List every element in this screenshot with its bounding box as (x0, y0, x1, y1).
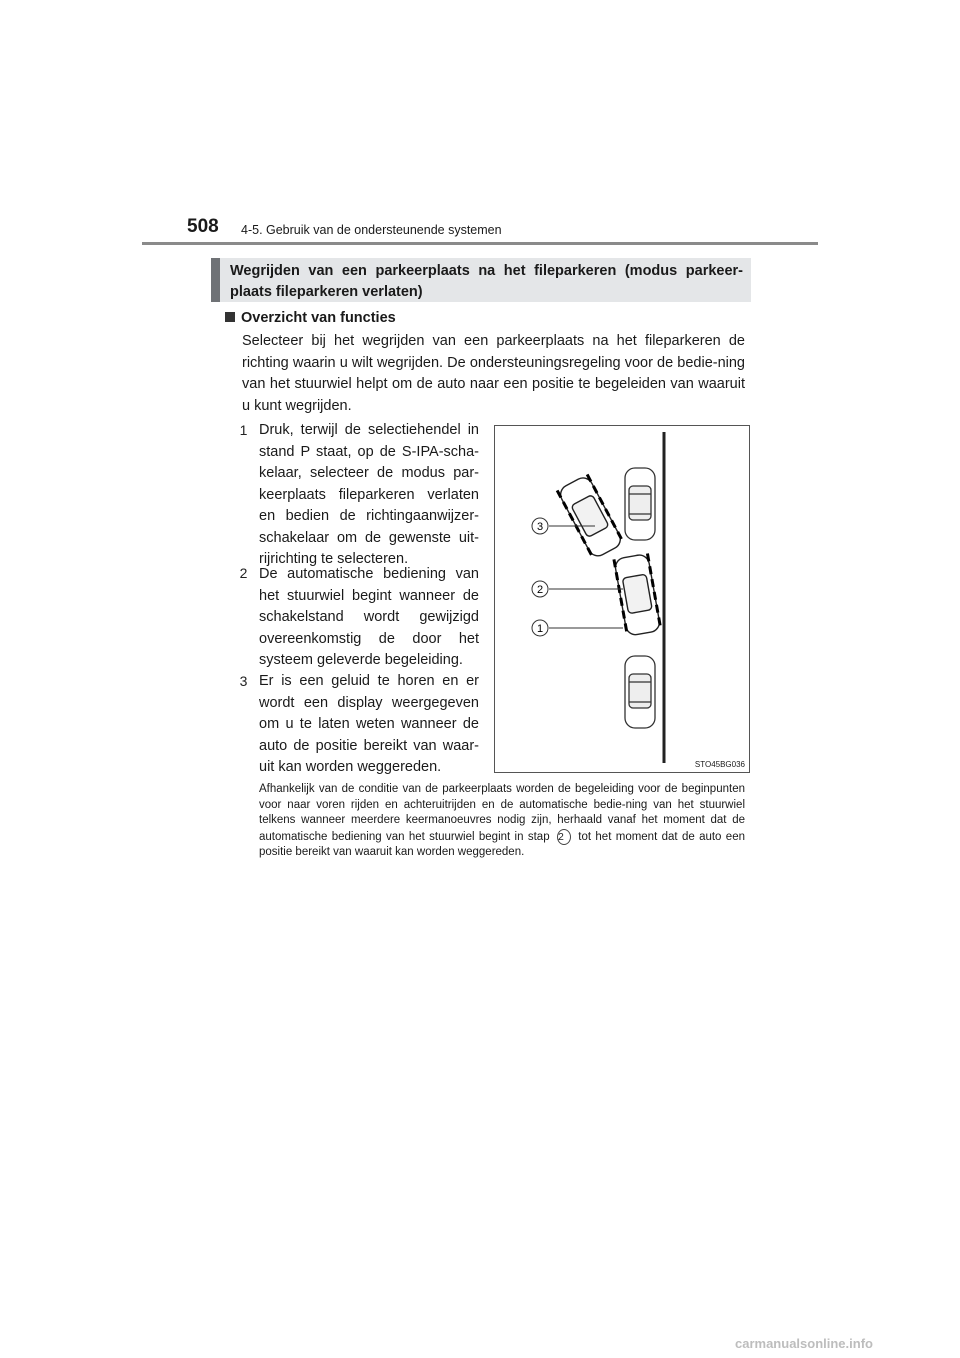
intro-paragraph: Selecteer bij het wegrijden van een parkeerplaats na het fileparkeren de richting waarin u wilt wegrijden. De ondersteuningsregeling voor de bedie-ning van het stuurwiel helpt om de auto naar een positie te begeleiden van waaruit u kunt wegrijden. (242, 333, 745, 414)
vehicle-position-3 (557, 474, 624, 559)
page-number: 508 (187, 216, 219, 237)
step-number-3: 3 (239, 673, 248, 689)
callout-label-2: 2 (536, 584, 544, 596)
subheading-text: Overzicht van functies (241, 310, 396, 326)
callout-label-1: 1 (536, 623, 544, 635)
section-heading: Wegrijden van een parkeerplaats na het fileparkeren (modus parkeer-plaats fileparkeren verlaten) (211, 258, 751, 302)
figure-code: STO45BG036 (694, 760, 745, 769)
vehicle-position-2 (614, 554, 661, 637)
callout-label-3: 3 (536, 521, 544, 533)
note-text-before: Afhankelijk van de conditie van de parkeerplaats worden de begeleiding voor de beginpunten voor naar voren rijden en achteruitrijden en de automatische bedie-ning van het stuurwiel telkens wanneer meerdere keermanoeuvres nodig zijn, herhaald vanaf het moment dat de automatische bediening van het stuurwiel begint in stap (259, 783, 745, 843)
step-text-3: Er is een geluid te horen en er wordt een display weergegeven om u te laten weten wanneer de auto de positie bereikt van waar-uit kan worden weggereden. (259, 673, 479, 775)
subheading (225, 310, 396, 326)
square-bullet-icon (225, 312, 235, 322)
note-text-after: tot het moment dat de auto een positie bereikt van waaruit kan worden weggereden. (259, 830, 745, 858)
section-title: 4-5. Gebruik van de ondersteunende systemen (241, 223, 502, 237)
step-text-1: Druk, terwijl de selectiehendel in stand P staat, op de S-IPA-scha-kelaar, selecteer de modus par-keerplaats fileparkeren verlaten en bedien de richtingaanwijzer-schakelaar om de gewenste uit-rijrichting te selecteren. (259, 422, 479, 567)
parked-car-front (625, 468, 655, 540)
parking-diagram (494, 425, 750, 773)
header-rule (142, 242, 818, 245)
footer-watermark: carmanualsonline.info (735, 1336, 873, 1351)
note-paragraph (259, 782, 745, 861)
step-ref-badge: 2 (557, 829, 571, 845)
step-number-2: 2 (239, 565, 248, 581)
parked-car-rear (625, 656, 655, 728)
step-text-2: De automatische bediening van het stuurwiel begint wanneer de schakelstand wordt gewijzigd overeenkomstig de door het systeem geleverde begeleiding. (259, 566, 479, 668)
parking-illustration (495, 426, 751, 774)
step-number-1: 1 (239, 422, 248, 438)
